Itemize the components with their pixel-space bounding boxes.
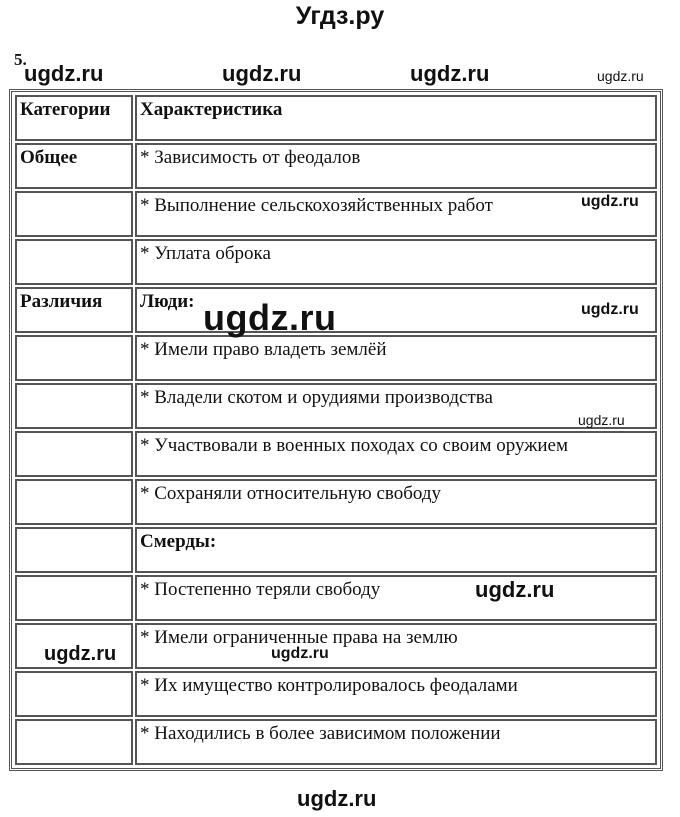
table-row (15, 671, 657, 717)
row-text: * Находились в более зависимом положении (135, 719, 657, 765)
row-category (15, 479, 133, 525)
row-text: * Владели скотом и орудиями производства (135, 383, 657, 429)
row-text: * Постепенно теряли свободу (135, 575, 657, 621)
row-text: * Участвовали в военных походах со своим оружием (135, 431, 657, 477)
row-category (15, 719, 133, 765)
table-row (15, 335, 657, 381)
row-category: Общее (15, 143, 133, 189)
table-row (15, 383, 657, 429)
row-subheading: Смерды: (135, 527, 657, 573)
watermark: ugdz.ru (203, 297, 337, 338)
row-category (15, 431, 133, 477)
footer-watermark: ugdz.ru (297, 786, 377, 811)
watermark: ugdz.ru (222, 61, 302, 86)
watermark: ugdz.ru (581, 301, 639, 318)
row-text: * Выполнение сельскохозяйственных работ (135, 191, 657, 237)
row-text: * Сохраняли относительную свободу (135, 479, 657, 525)
watermark: ugdz.ru (44, 643, 117, 665)
header-category: Категории (15, 95, 133, 141)
table-row (15, 431, 657, 477)
row-category (15, 527, 133, 573)
watermark: ugdz.ru (578, 412, 625, 428)
row-text: * Имели право владеть землёй (135, 335, 657, 381)
row-category: Различия (15, 287, 133, 333)
row-category (15, 383, 133, 429)
table-row (15, 575, 657, 621)
table-row (15, 143, 657, 189)
table-row (15, 191, 657, 237)
row-text: * Имели ограниченные права на землю (135, 623, 657, 669)
watermark: ugdz.ru (597, 68, 644, 84)
row-category (15, 575, 133, 621)
row-category (15, 671, 133, 717)
watermark: ugdz.ru (410, 61, 490, 86)
watermark: ugdz.ru (475, 577, 555, 602)
table-row (15, 239, 657, 285)
row-subheading: Люди: (135, 287, 657, 333)
table-header-row (15, 95, 657, 141)
row-category (15, 191, 133, 237)
row-text: * Уплата оброка (135, 239, 657, 285)
table-row (15, 719, 657, 765)
watermark: ugdz.ru (271, 645, 329, 662)
row-category (15, 239, 133, 285)
row-text: * Их имущество контролировалось феодалами (135, 671, 657, 717)
comparison-table (9, 89, 663, 771)
row-text: * Зависимость от феодалов (135, 143, 657, 189)
header-description: Характеристика (135, 95, 657, 141)
table-row (15, 479, 657, 525)
site-title: Угдз.ру (295, 2, 385, 30)
table-row (15, 527, 657, 573)
task-number: 5. (14, 50, 27, 69)
watermark: ugdz.ru (581, 193, 639, 210)
watermark: ugdz.ru (24, 61, 104, 86)
row-category (15, 335, 133, 381)
